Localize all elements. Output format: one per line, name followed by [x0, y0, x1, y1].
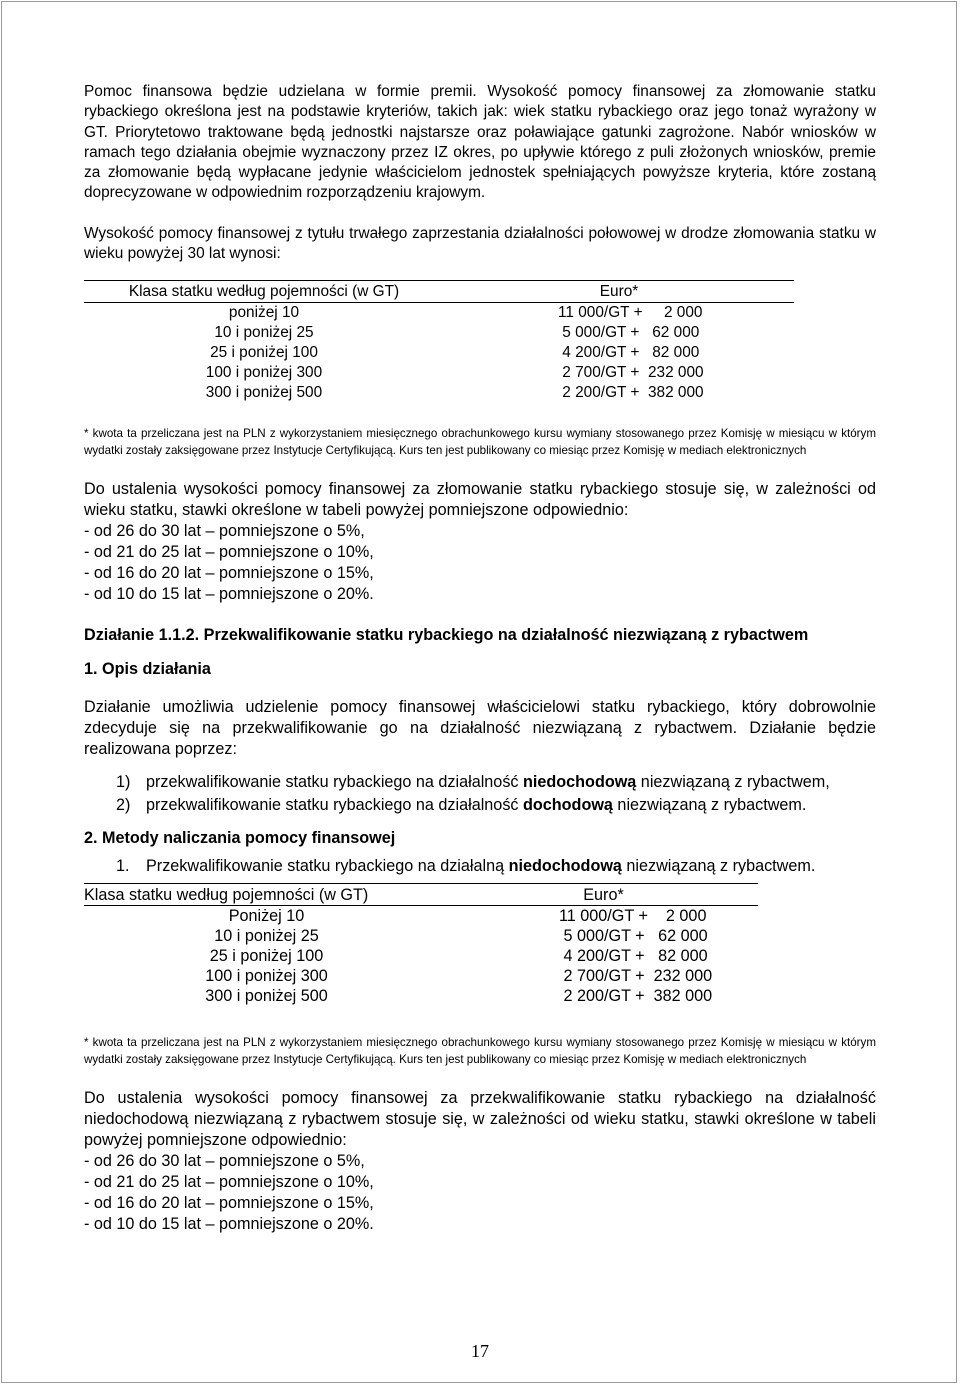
list-item	[84, 795, 876, 816]
document-body	[84, 82, 876, 1235]
method-item	[84, 856, 876, 877]
table-row	[84, 363, 794, 383]
list-item: - od 26 do 30 lat – pomniejszone o 5%,	[84, 522, 365, 541]
list-item: - od 21 do 25 lat – pomniejszone o 10%,	[84, 1173, 374, 1192]
list-text-bold: dochodową	[523, 795, 613, 814]
list-item: - od 16 do 20 lat – pomniejszone o 15%,	[84, 564, 374, 583]
table-row	[84, 966, 758, 986]
section-heading	[84, 625, 876, 645]
section-title: Przekwalifikowanie statku rybackiego na działalność niezwiązaną z rybactwem	[203, 626, 809, 645]
footnote-exchange-rate-2: * kwota ta przeliczana jest na PLN z wykorzystaniem miesięcznego obrachunkowego kursu wymiany stosowanego przez Komisję w miesiącu w którym wydatki zostały zaksięgowane przez Instytucje Certyfikującą. Kurs ten jest publikowany co miesiąc przez Komisję w mediach elektronicznych	[84, 1036, 876, 1067]
table-row	[84, 946, 758, 966]
table2-cell-class: 10 i poniżej 25	[214, 927, 319, 946]
paragraph-action-description: Działanie umożliwia udzielenie pomocy finansowej właścicielowi statku rybackiego, który dobrowolnie zdecyduje się na przekwalifikowanie go na działalność niezwiązaną z rybactwem. Działanie będzie realizowana poprzez:	[84, 697, 876, 758]
list-item	[84, 772, 876, 793]
list-text-before: Przekwalifikowanie statku rybackiego na działalną	[146, 857, 509, 876]
table2-cell-euro: 2 200/GT + 382 000	[559, 987, 713, 1006]
table2-cell-euro: 4 200/GT + 82 000	[559, 947, 708, 966]
table2-cell-euro: 5 000/GT + 62 000	[559, 927, 708, 946]
table2-cell-class: 300 i poniżej 500	[205, 987, 328, 1006]
table-row	[84, 926, 758, 946]
list-number: 1)	[116, 772, 131, 791]
table-row	[84, 986, 758, 1006]
paragraph-amount-intro: Wysokość pomocy finansowej z tytułu trwałego zaprzestania działalności połowowej w drodze złomowania statku w wieku powyżej 30 lat wynosi:	[84, 224, 876, 263]
table1-cell-euro: 5 000/GT + 62 000	[558, 324, 700, 342]
table1-cell-euro: 11 000/GT + 2 000	[558, 304, 703, 322]
list-item: - od 16 do 20 lat – pomniejszone o 15%,	[84, 1194, 374, 1213]
table1-cell-euro: 2 700/GT + 232 000	[558, 364, 704, 382]
reduction-list-2	[84, 1151, 876, 1235]
table1-cell-euro: 4 200/GT + 82 000	[558, 344, 700, 362]
table1-wrap	[84, 280, 876, 403]
table-row	[84, 383, 794, 403]
table1-cell-class: poniżej 10	[228, 304, 300, 322]
list-number: 2)	[116, 795, 131, 814]
table2-cell-class: 100 i poniżej 300	[205, 967, 328, 986]
list-item: - od 26 do 30 lat – pomniejszone o 5%,	[84, 1152, 365, 1171]
list-text	[146, 772, 876, 793]
paragraph-reduction-intro: Do ustalenia wysokości pomocy finansowej za złomowanie statku rybackiego stosuje się, w zależności od wieku statku, stawki określone w tabeli powyżej pomniejszone odpowiednio:	[84, 480, 876, 520]
page-number: 17	[471, 1341, 489, 1361]
subheading-description: 1. Opis działania	[84, 659, 211, 678]
list-item: - od 10 do 15 lat – pomniejszone o 20%.	[84, 585, 374, 604]
list-text	[146, 856, 876, 877]
list-item: - od 10 do 15 lat – pomniejszone o 20%.	[84, 1215, 374, 1234]
table2-cell-euro: 11 000/GT + 2 000	[559, 907, 707, 926]
table1-header-euro: Euro*	[444, 282, 794, 303]
table2-header-class: Klasa statku według pojemności (w GT)	[84, 885, 449, 906]
table2-cell-class: 25 i poniżej 100	[209, 947, 324, 966]
list-text-after: niezwiązaną z rybactwem.	[621, 857, 816, 876]
list-text-bold: niedochodową	[523, 772, 637, 791]
action-list	[84, 772, 876, 816]
table-row	[84, 906, 758, 927]
table2-cell-euro: 2 700/GT + 232 000	[559, 967, 713, 986]
table-row	[84, 303, 794, 324]
table1-cell-class: 100 i poniżej 300	[205, 364, 323, 382]
list-text-bold: niedochodową	[508, 857, 622, 876]
list-text-before: przekwalifikowanie statku rybackiego na działalność	[146, 795, 523, 814]
subheading-methods: 2. Metody naliczania pomocy finansowej	[84, 828, 396, 847]
table2-header-euro: Euro*	[449, 885, 758, 906]
list-item: - od 21 do 25 lat – pomniejszone o 10%,	[84, 543, 374, 562]
table2-wrap	[84, 883, 876, 1006]
paragraph-premium-info: Pomoc finansowa będzie udzielana w formie premii. Wysokość pomocy finansowej za złomowanie statku rybackiego określona jest na podstawie kryteriów, takich jak: wiek statku rybackiego oraz jego tonaż wyrażony w GT. Priorytetowo traktowane będą jednostki najstarsze oraz poławiające gatunki zagrożone. Nabór wniosków w ramach tego działania obejmie wyznaczony przez IZ okres, po upływie którego z puli złożonych wniosków, premie za złomowanie będą wypłacane jedynie właścicielom jednostek spełniających powyższe kryteria, które zostaną doprecyzowane w odpowiednim rozporządzeniu krajowym.	[84, 83, 876, 202]
reduction-list	[84, 521, 876, 605]
list-text	[146, 795, 876, 816]
table1-cell-class: 10 i poniżej 25	[214, 324, 314, 342]
list-text-after: niezwiązaną z rybactwem.	[612, 795, 807, 814]
list-text-after: niezwiązaną z rybactwem,	[636, 772, 830, 791]
table1-cell-euro: 2 200/GT + 382 000	[558, 384, 704, 402]
table-scrapping-rates	[84, 282, 794, 403]
table1-cell-class: 300 i poniżej 500	[205, 384, 323, 402]
list-number: 1.	[116, 857, 130, 876]
table-row	[84, 343, 794, 363]
table-row	[84, 323, 794, 343]
table1-header-class: Klasa statku według pojemności (w GT)	[84, 282, 444, 303]
paragraph-reduction-intro-2: Do ustalenia wysokości pomocy finansowej za przekwalifikowanie statku rybackiego na działalność niedochodową niezwiązaną z rybactwem stosuje się, w zależności od wieku statku, stawki określone w tabeli powyżej pomniejszone odpowiednio:	[84, 1089, 876, 1150]
footnote-exchange-rate: * kwota ta przeliczana jest na PLN z wykorzystaniem miesięcznego obrachunkowego kursu wymiany stosowanego przez Komisję w miesiącu w którym wydatki zostały zaksięgowane przez Instytucje Certyfikującą. Kurs ten jest publikowany co miesiąc przez Komisję w mediach elektronicznych	[84, 427, 876, 458]
table2-cell-class: Poniżej 10	[228, 907, 305, 926]
table-conversion-rates	[84, 885, 758, 1006]
table1-cell-class: 25 i poniżej 100	[210, 344, 318, 362]
list-text-before: przekwalifikowanie statku rybackiego na działalność	[146, 772, 523, 791]
section-number: Działanie 1.1.2.	[84, 626, 200, 645]
